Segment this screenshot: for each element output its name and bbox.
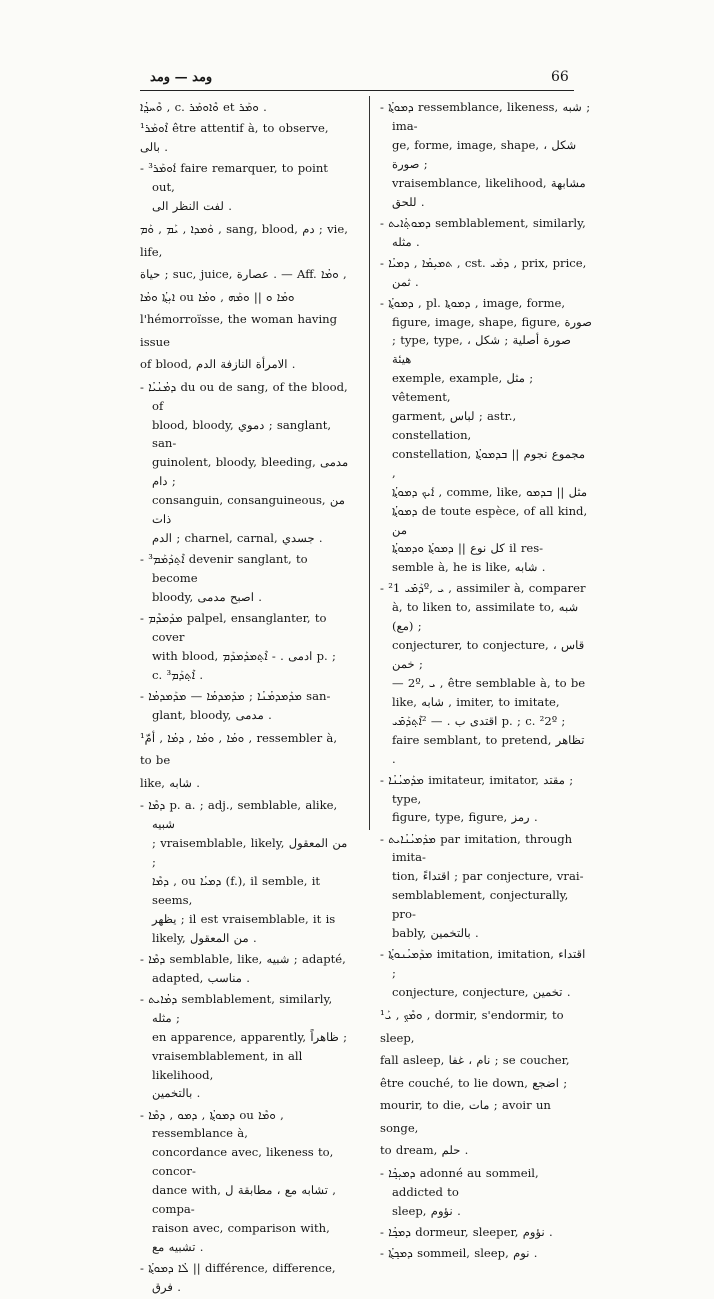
entry-awmar-causative: - ³ܐܰܘܡܰܪ faire remarquer, to point out, لفت النظر الى . [140,161,328,213]
entry-wdha: ܘܶܚܕ݂ܳܐ , c. ܘܶܐܘܡܰܪ et ܘܡܰܪ . [140,100,267,114]
entry-la-dmuta: - ܠܳܐ ܕܡܘܬ݂ܳܐ || différence, difference, فرق . [140,1260,336,1294]
entry-dma-blood: ܘܰܡܕܐ , ܝܰܡ , ܘܰܡ , sang, blood, دم ; vie, life, حياة ; suc, juice, عصارة . — Aff. ܘܡܳܐ , ܐܝܼܬ݂ܳܐ ܘܡܳܐ ou ܘܡܳܐ ܘ || ܘܡܰܗ , ܘܡܳܐ l'hémorroïsse, the woman having issue of blood, الامرأة النازفة الدم . [140,222,348,371]
header-rule [140,90,574,91]
entry-dmuta: - ܕܡܘܬ݂ܳܐ , ܕܡܘ , ܕܡܶܐ ou ܘܡܶܐ , ressemblance à, concordance avec, likeness to, concor- dance with, تشابه مع ، مطابقة ل , compa- raison avec, comparison with, تشبيه مع . [140,1107,336,1254]
entry-mdamdem: - ܡܕܰܡܕܶܡ palpel, ensanglanter, to cover with blood, ادمى . - ܐܶܬ݂ܡܕܰܡܕܰܡ p. ; c. ³ܐܶܬ݂ܕܰܡ . [140,610,336,682]
entry-mdamyanuta: - ܡܕܰܡܝܳܢܘܬ݂ܳܐ imitation, imitation, اقتداء ; conjecture, conjecture, تخمين . [380,947,586,999]
entry-mdamdmana: - ܡܕܰܡܕܡܳܢܳܐ ; ܡܕܰܡܕܡܳܐ — ܡܕܰܡܕܡܳܐ san- glant, bloody, مدمى . [140,688,331,722]
running-head: ومد — ومد [150,70,213,85]
entry-awmar: ¹ܐܶܘܡܰܪ être attentif à, to observe, بالى . [140,121,329,154]
column-divider [369,96,370,830]
entry-dme-like: - ܕܡܶܐ semblable, like, شبيه ; adapté, adapted, مناسب . [140,951,346,985]
page-number: 66 [551,69,569,85]
entry-dmek-sleep: ¹ܘܡܶܟ݂ , ܝܰ , dormir, s'endormir, to sleep, fall asleep, نام ، غفا ; se coucher, être couché, to lie down, اضجع ; mourir, to die, مات ; avoir un songe, to dream, حلم . [380,1008,570,1158]
entry-dmika: - ܕܡܝܼܟ݂ܳܐ adonné au sommeil, addicted to sleep, نؤوم . [380,1165,539,1218]
entry-dami-liken: - ²ܕܰܡܺܝ 1º, ܝ , assimiler à, comparer à, to liken to, assimilate to, شبه (مع) ; conjecturer, to conjecture, قاس ، خمن ; — 2º, ܝ , être semblable à, to be like, شابه , imiter, to imitate, اقتدى ب . — ²ܐܶܬ݂ܕܰܡܺܝ p. ; c. ²2º ; faire semblant, to pretend, تظاهر . [380,581,586,766]
entry-dme-alike: - ܕܡܶܐ p. a. ; adj., semblable, alike, شبيه ; vraisemblable, likely, من المعقول ; ܕܡܶܐ , ou ܕܡܝܳܐ (f.), il semble, it seems, يظهر ; il est vraisemblable, it is likely, من المعقول . [140,798,348,945]
column-right [380,98,592,1265]
entry-dmuta-likeness: - ܕܡܘܬ݂ܳܐ ressemblance, likeness, شبه ; ima- ge, forme, image, shape, شكل ، صورة ; vraisemblance, likelihood, مشابهة للحق . [380,100,591,209]
entry-dmakta: - ܕܡܟ݂ܬ݂ܳܐ sommeil, sleep, نوم . [380,1245,538,1260]
entry-etdamam: - ³ܐܶܬ݂ܕܰܡܰܡ devenir sanglant, to become bloody, اصبح مدمى . [140,552,308,604]
entry-dmaka: - ܕܡܟ݂ܳܐ dormeur, sleeper, نؤوم . [380,1224,553,1239]
entry-dmait: - ܕܡܳܐܝܬ semblablement, similarly, مثله ; en apparence, apparently, ظاهراً ; vraisemblablement, in all likelihood, بالتخمين . [140,991,348,1101]
entry-dmanaya: - ܕܡܳܢܳܝܳܐ du ou de sang, of the blood, of blood, bloody, دموي ; sanglant, san- guinolent, bloody, bleeding, مدمى دام ; consanguin, consanguineous, من ذات الدم ; charnel, carnal, جسدي . [140,379,349,545]
entry-mdamyanait: - ܡܕܰܡܝܳܢܳܐܝܬ par imitation, through imita- tion, اقتداءً ; par conjecture, vrai- semblablement, conjecturally, pro- bably, بالتخمين . [380,831,584,941]
entry-dmutait: - ܕܡܘܬ݂ܳܐܝܬ semblablement, similarly, مثله . [380,215,586,249]
column-left [140,98,352,1299]
entry-dmuta-image: - ܕܡܘܬ݂ܳܐ , pl. ܕܡܘܬ݂ܐ , image, forme, figure, image, shape, figure, صورة ; type, type, صورة أصلية ; شكل ، هيئة exemple, example, مثل ; vêtement, garment, لباس ; astr., constellation, constellation, مجموع نجوم || ܒܕܡܘܬ݂ܳܐ , ܐܰܝܟ ܕܡܘܬ݂ܳܐ , comme, like, مثل || ܒܕܡܘ ܕܡܘܬ݂ܳܐ de toute espèce, of all kind, من كل نوع || ܕܡܘܬ݂ܳܐ ܘܕܡܘܬ݂ܳܐ il res- semble à, he is like, شابه . [380,295,592,575]
entry-mdamyana: - ܡܕܰܡܝܳܢܳܐ imitateur, imitator, مقتد ; type, figure, type, figure, رمز . [380,772,574,825]
entry-dmaya-price: - ܬܡܝܼܡܳܐ , ܕܡܝܳܐ , cst. ܕܡܰܝ , prix, price, ثمن . [380,255,587,289]
entry-dma-resemble: ¹ܘܡܳܐ , ܘܡܳܐ , ܕܡܳܐ , أمّ , ressembler à, to be like, شابه . [140,730,338,790]
